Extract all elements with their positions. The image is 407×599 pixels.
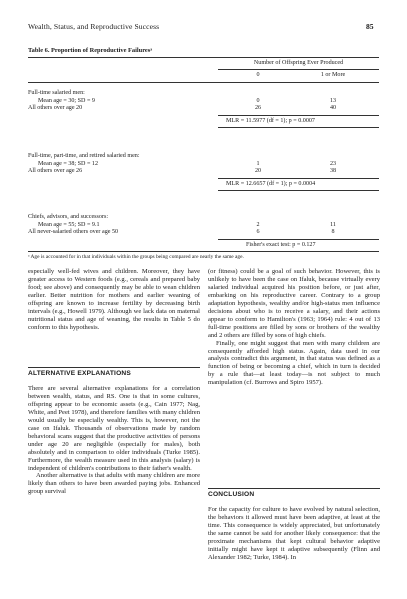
right-column-para-3: For the capacity for culture to have evolved by natural selection, the behaviors it allowed must have been adaptive, at least at the time. This consequence is widely appreciated, but unfortunately the same cannot be said for another likely consequence: that the proximate mechanisms that kept cultural behavior adaptive initially might have kept it adaptive subsequently (Flinn and Alexander 1982; Turke, 1984). In bbox=[208, 506, 380, 561]
cell: 40 bbox=[329, 105, 337, 111]
cell: 11 bbox=[330, 222, 336, 228]
cell: 6 bbox=[256, 229, 260, 235]
table-bottom-rule bbox=[28, 251, 379, 252]
block-subtitle: Mean age = 55; SD = 9.1 bbox=[38, 222, 100, 228]
cell: 38 bbox=[329, 168, 337, 174]
header-rule bbox=[28, 82, 379, 83]
block-other-label: All others over age 20 bbox=[28, 105, 83, 111]
cell: 0 bbox=[256, 98, 260, 104]
cell: 20 bbox=[254, 168, 262, 174]
running-title: Wealth, Status, and Reproductive Success bbox=[28, 22, 160, 31]
cell: 23 bbox=[329, 161, 337, 167]
block-title: Chiefs, advisors, and successors: bbox=[28, 214, 109, 220]
cell: 8 bbox=[331, 229, 335, 235]
stat-rule bbox=[218, 127, 379, 128]
stat-rule bbox=[218, 115, 379, 116]
block-title: Full-time, part-time, and retired salaried men: bbox=[28, 153, 140, 159]
section-heading-alternative-explanations: ALTERNATIVE EXPLANATIONS bbox=[28, 370, 131, 377]
section-rule bbox=[208, 488, 380, 489]
block-other-label: All never-salaried others over age 50 bbox=[28, 229, 119, 235]
section-heading-conclusion: CONCLUSION bbox=[208, 491, 255, 498]
block-statistic: Fisher's exact test: p = 0.127 bbox=[246, 242, 316, 248]
cell: 26 bbox=[254, 105, 262, 111]
column-group-rule bbox=[218, 69, 379, 70]
block-subtitle: Mean age = 30; SD = 9 bbox=[38, 98, 95, 104]
block-statistic: MLR = 11.5977 (df = 1); p = 0.0007 bbox=[226, 118, 315, 124]
stat-rule bbox=[218, 178, 379, 179]
stat-rule bbox=[218, 239, 379, 240]
block-other-label: All others over age 26 bbox=[28, 168, 83, 174]
left-column-para-1: especially well-fed wives and children. Moreover, they have greater access to Western foods (e.g., cereals and prepared baby food; see above) and consequently may be able to wean children earlier. Better nutrition for mothers and earlier weaning of offspring are known to increase fertility by decreasing birth intervals (e.g., Howell 1979). Although we lack data on maternal nutritional status and age of weaning, the results in Table 5 do conform to this hypothesis. bbox=[28, 268, 200, 331]
table-top-rule bbox=[28, 57, 379, 58]
table-footnote: ᵃ Age is accounted for in that individuals within the groups being compared are nearly the same age. bbox=[28, 254, 244, 260]
left-column-para-2: There are several alternative explanations for a correlation between wealth, status, and RS. One is that in some cultures, offspring appear to be economic assets (e.g., Cain 1977; Nag, White, and Peet 1978), and therefore families with many children would usually be especially wealthy. This is, however, not the case on Ifaluk. Thousands of observations made by random behavioral scans suggest that the productive activities of persons under age 20 are negligible (especially for males), both absolutely and in comparison to older individuals (Turke 1985). Furthermore, the wealth measure used in this analysis (salary) is independent of children's contributions to their father's wealth. Another alternative is that adults with many children are more likely than others to have been awarded paying jobs. Enhanced group survival bbox=[28, 385, 200, 496]
block-title: Full-time salaried men: bbox=[28, 90, 85, 96]
page-number: 85 bbox=[366, 22, 374, 31]
stat-rule bbox=[218, 190, 379, 191]
column-header-1: 1 or More bbox=[320, 72, 346, 78]
block-subtitle: Mean age = 38; SD = 12 bbox=[38, 161, 99, 167]
right-column-para-1: (or fitness) could be a goal of such behavior. However, this is unlikely to have been the case on Ifaluk, because virtually every salaried individual acquired his position before, or just after, embarking on his reproductive career. Contrary to a group adaptation hypothesis, wealthy and/or high-status men influence decisions about who is to receive a salary, and their actions appear to conform to Hamilton's (1963; 1964) rule: 4 out of 13 full-time positions are filled by sons or brothers of the wealthy and 2 others are filled by sons of high chiefs. Finally, one might suggest that men with many children are consequently afforded high status. Again, data used in our analysis contradict this argument, in that status was defined as a function of being or becoming a chief, which in turn is decided by a rule that—at least today—is not subject to much manipulation (cf. Burrows and Spiro 1957). bbox=[208, 268, 380, 387]
cell: 2 bbox=[256, 222, 260, 228]
table-caption: Table 6. Proportion of Reproductive Failuresᵃ bbox=[28, 47, 153, 54]
cell: 1 bbox=[256, 161, 260, 167]
section-rule bbox=[28, 367, 200, 368]
cell: 13 bbox=[329, 98, 337, 104]
column-group-header: Number of Offspring Ever Produced bbox=[253, 60, 344, 66]
block-statistic: MLR = 12.6657 (df = 1); p = 0.0004 bbox=[226, 181, 316, 187]
column-header-0: 0 bbox=[256, 72, 260, 78]
